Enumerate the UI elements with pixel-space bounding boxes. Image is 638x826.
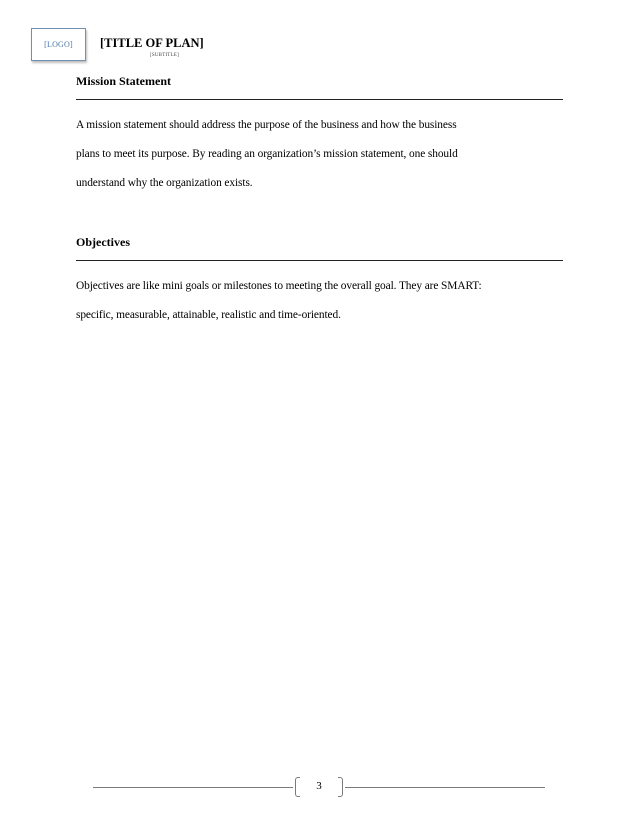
paragraph-line: understand why the organization exists. [76,177,253,189]
plan-subtitle: [SUBTITLE] [150,53,179,58]
logo-text: [LOGO] [44,40,73,49]
page-number: 3 [316,780,322,792]
logo-placeholder [31,28,86,61]
footer-bracket-right [338,777,343,797]
section-heading-mission-statement: Mission Statement [76,74,171,88]
paragraph-line: A mission statement should address the purpose of the business and how the business [76,119,457,131]
plan-title: [TITLE OF PLAN] [100,36,204,50]
section-divider [76,99,563,100]
footer-rule-right [345,787,545,788]
footer-rule-left [93,787,293,788]
section-divider [76,260,563,261]
paragraph-line: Objectives are like mini goals or milestones to meeting the overall goal. They are SMART: [76,280,482,292]
paragraph-line: specific, measurable, attainable, realistic and time-oriented. [76,309,341,321]
paragraph-line: plans to meet its purpose. By reading an organization’s mission statement, one should [76,148,458,160]
section-heading-objectives: Objectives [76,235,130,249]
